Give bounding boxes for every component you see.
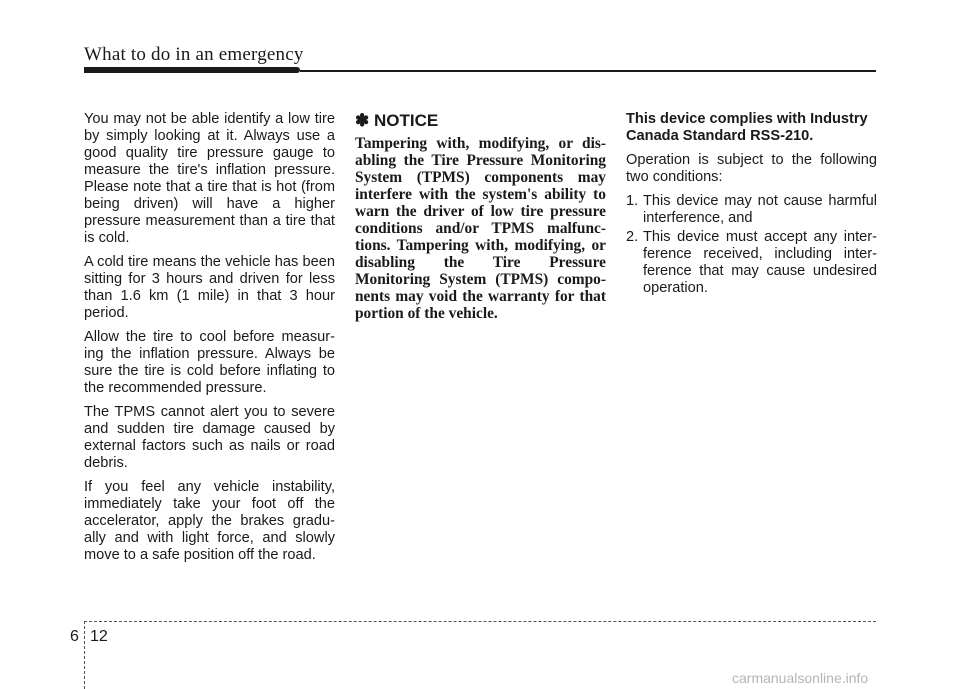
header-rule-thick — [84, 67, 300, 73]
list-item — [626, 193, 877, 227]
list-item-number: 2. — [626, 229, 639, 245]
footer-dashed-separator — [84, 621, 85, 689]
column-industry-canada — [626, 111, 877, 299]
notice-box — [355, 111, 606, 329]
compliance-heading: This device complies with Industry Canada Standard RSS-210. — [626, 111, 868, 144]
notice-body: Tampering with, modifying, or dis-abling the Tire Pressure Monitoring System (TPMS) components may interfere with the system's ability to warn the driver of low tire pressure conditions and/or TPMS malfunc-tions. Tampering with, modifying, or disabling the Tire Pressure Monitoring System (TPMS) compo-nents may void the warranty for that portion of the vehicle. — [355, 135, 606, 322]
list-item-text: This device must accept any inter-ference received, including inter-ference that may cause undesired operation. — [643, 229, 877, 296]
notice-heading: ✽ NOTICE — [355, 111, 439, 130]
list-item-text: This device may not cause harmful interference, and — [643, 193, 877, 226]
footer-dashed-rule — [84, 621, 876, 622]
watermark: carmanualsonline.info — [732, 670, 869, 686]
paragraph: You may not be able identify a low tire by simply looking at it. Always use a good quality tire pressure gauge to measure the tire's inflation pressure. Please note that a tire that is hot (from being driven) will have a higher pressure measurement than a tire that is cold. — [84, 111, 335, 246]
list-item — [626, 229, 877, 297]
section-number: 6 — [70, 628, 79, 645]
page-title: What to do in an emergency — [84, 44, 304, 65]
header-rule-thin — [300, 70, 876, 72]
paragraph: If you feel any vehicle instability, immediately take your foot off the accelerator, apply the brakes gradu-ally and with light force, and slowly move to a safe position off the road. — [84, 479, 335, 563]
paragraph: A cold tire means the vehicle has been sitting for 3 hours and driven for less than 1.6 km (1 mile) in that 3 hour period. — [84, 254, 335, 321]
compliance-intro: Operation is subject to the following two conditions: — [626, 152, 877, 185]
list-item-number: 1. — [626, 193, 639, 209]
conditions-list — [626, 193, 877, 297]
paragraph: Allow the tire to cool before measur-ing the inflation pressure. Always be sure the tire is cold before inflating to the recommended pressure. — [84, 329, 335, 396]
paragraph: The TPMS cannot alert you to severe and sudden tire damage caused by external factors such as nails or road debris. — [84, 404, 335, 471]
column-tire-pressure-info — [84, 111, 335, 571]
page-number: 12 — [90, 628, 108, 645]
